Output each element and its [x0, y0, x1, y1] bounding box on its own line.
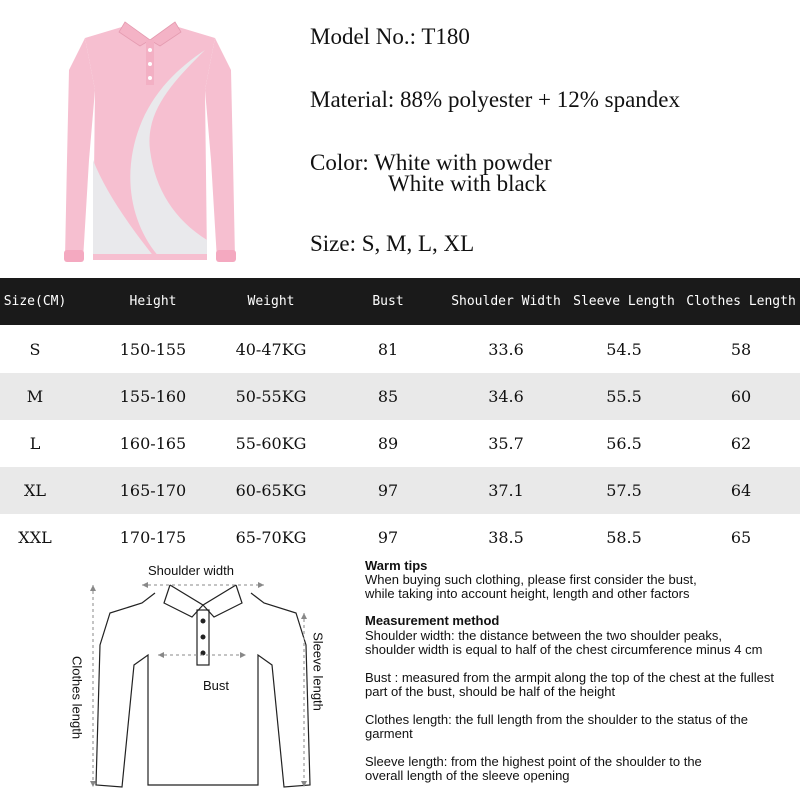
size-table-header	[0, 278, 800, 325]
cell-weight: 55-60KG	[235, 434, 307, 453]
shoulder-note-1: Shoulder width: the distance between the two shoulder peaks,	[365, 628, 723, 643]
cell-bust: 97	[377, 481, 399, 500]
header-bust: Bust	[372, 294, 404, 309]
cell-bust: 97	[377, 528, 399, 547]
cell-shoulder-width: 33.6	[488, 340, 524, 359]
table-row	[0, 326, 800, 373]
table-row	[0, 420, 800, 467]
table-row	[0, 514, 800, 561]
cell-clothes-length: 64	[730, 481, 752, 500]
method-title: Measurement method	[365, 613, 500, 628]
cell-height: 170-175	[119, 528, 187, 547]
cell-weight: 50-55KG	[235, 387, 307, 406]
header-size: Size(CM)	[3, 294, 67, 309]
cell-height: 165-170	[119, 481, 187, 500]
cell-sleeve-length: 54.5	[606, 340, 642, 359]
cell-size: XL	[23, 481, 46, 500]
warm-tips-line-2: while taking into account height, length and other factors	[365, 586, 690, 601]
cell-weight: 65-70KG	[235, 528, 307, 547]
header-height: Height	[129, 294, 177, 309]
header-shoulder-width: Shoulder Width	[451, 294, 561, 309]
color-line-2: White with black	[388, 171, 547, 196]
model-number: Model No.: T180	[310, 24, 470, 49]
cell-height: 160-165	[119, 434, 187, 453]
label-bust: Bust	[203, 678, 230, 693]
label-clothes-length: Clothes length	[69, 655, 85, 740]
cell-size: L	[29, 434, 41, 453]
color-line-1: Color: White with powder	[310, 150, 552, 175]
cell-clothes-length: 65	[730, 528, 752, 547]
cell-sleeve-length: 57.5	[606, 481, 642, 500]
cell-shoulder-width: 34.6	[488, 387, 524, 406]
cell-height: 155-160	[119, 387, 187, 406]
clothes-note-1: Clothes length: the full length from the shoulder to the status of the	[365, 712, 749, 727]
cell-size: M	[26, 387, 44, 406]
cell-clothes-length: 60	[730, 387, 752, 406]
warm-tips-line-1: When buying such clothing, please first consider the bust,	[365, 572, 697, 587]
table-row	[0, 467, 800, 514]
clothes-note-2: garment	[365, 726, 413, 741]
table-row	[0, 373, 800, 420]
cell-shoulder-width: 38.5	[488, 528, 524, 547]
bust-note-2: part of the bust, should be half of the height	[365, 684, 616, 699]
cell-clothes-length: 58	[730, 340, 752, 359]
cell-size: S	[29, 340, 41, 359]
label-shoulder-width: Shoulder width	[148, 563, 234, 578]
measurement-diagram	[60, 555, 350, 795]
sleeve-note-2: overall length of the sleeve opening	[365, 768, 570, 783]
sleeve-note-1: Sleeve length: from the highest point of the shoulder to the	[365, 754, 702, 769]
cell-weight: 60-65KG	[235, 481, 307, 500]
shoulder-note-2: shoulder width is equal to half of the chest circumference minus 4 cm	[365, 642, 763, 657]
header-clothes-length: Clothes Length	[686, 294, 796, 309]
bust-note-1: Bust : measured from the armpit along the top of the chest at the fullest	[365, 670, 774, 685]
header-sleeve-length: Sleeve Length	[573, 294, 675, 309]
cell-size: XXL	[18, 528, 52, 547]
cell-weight: 40-47KG	[235, 340, 307, 359]
cell-shoulder-width: 37.1	[488, 481, 524, 500]
warm-tips-title: Warm tips	[365, 558, 428, 573]
cell-bust: 85	[377, 387, 399, 406]
material: Material: 88% polyester + 12% spandex	[310, 87, 681, 112]
cell-bust: 81	[377, 340, 399, 359]
cell-height: 150-155	[119, 340, 187, 359]
cell-sleeve-length: 55.5	[606, 387, 642, 406]
label-sleeve-length: Sleeve length	[310, 632, 326, 711]
cell-clothes-length: 62	[730, 434, 752, 453]
cell-shoulder-width: 35.7	[488, 434, 524, 453]
cell-bust: 89	[377, 434, 399, 453]
cell-sleeve-length: 56.5	[606, 434, 642, 453]
cell-sleeve-length: 58.5	[606, 528, 642, 547]
size-list: Size: S, M, L, XL	[310, 231, 475, 256]
header-weight: Weight	[247, 294, 295, 309]
product-shirt-image	[55, 10, 245, 272]
